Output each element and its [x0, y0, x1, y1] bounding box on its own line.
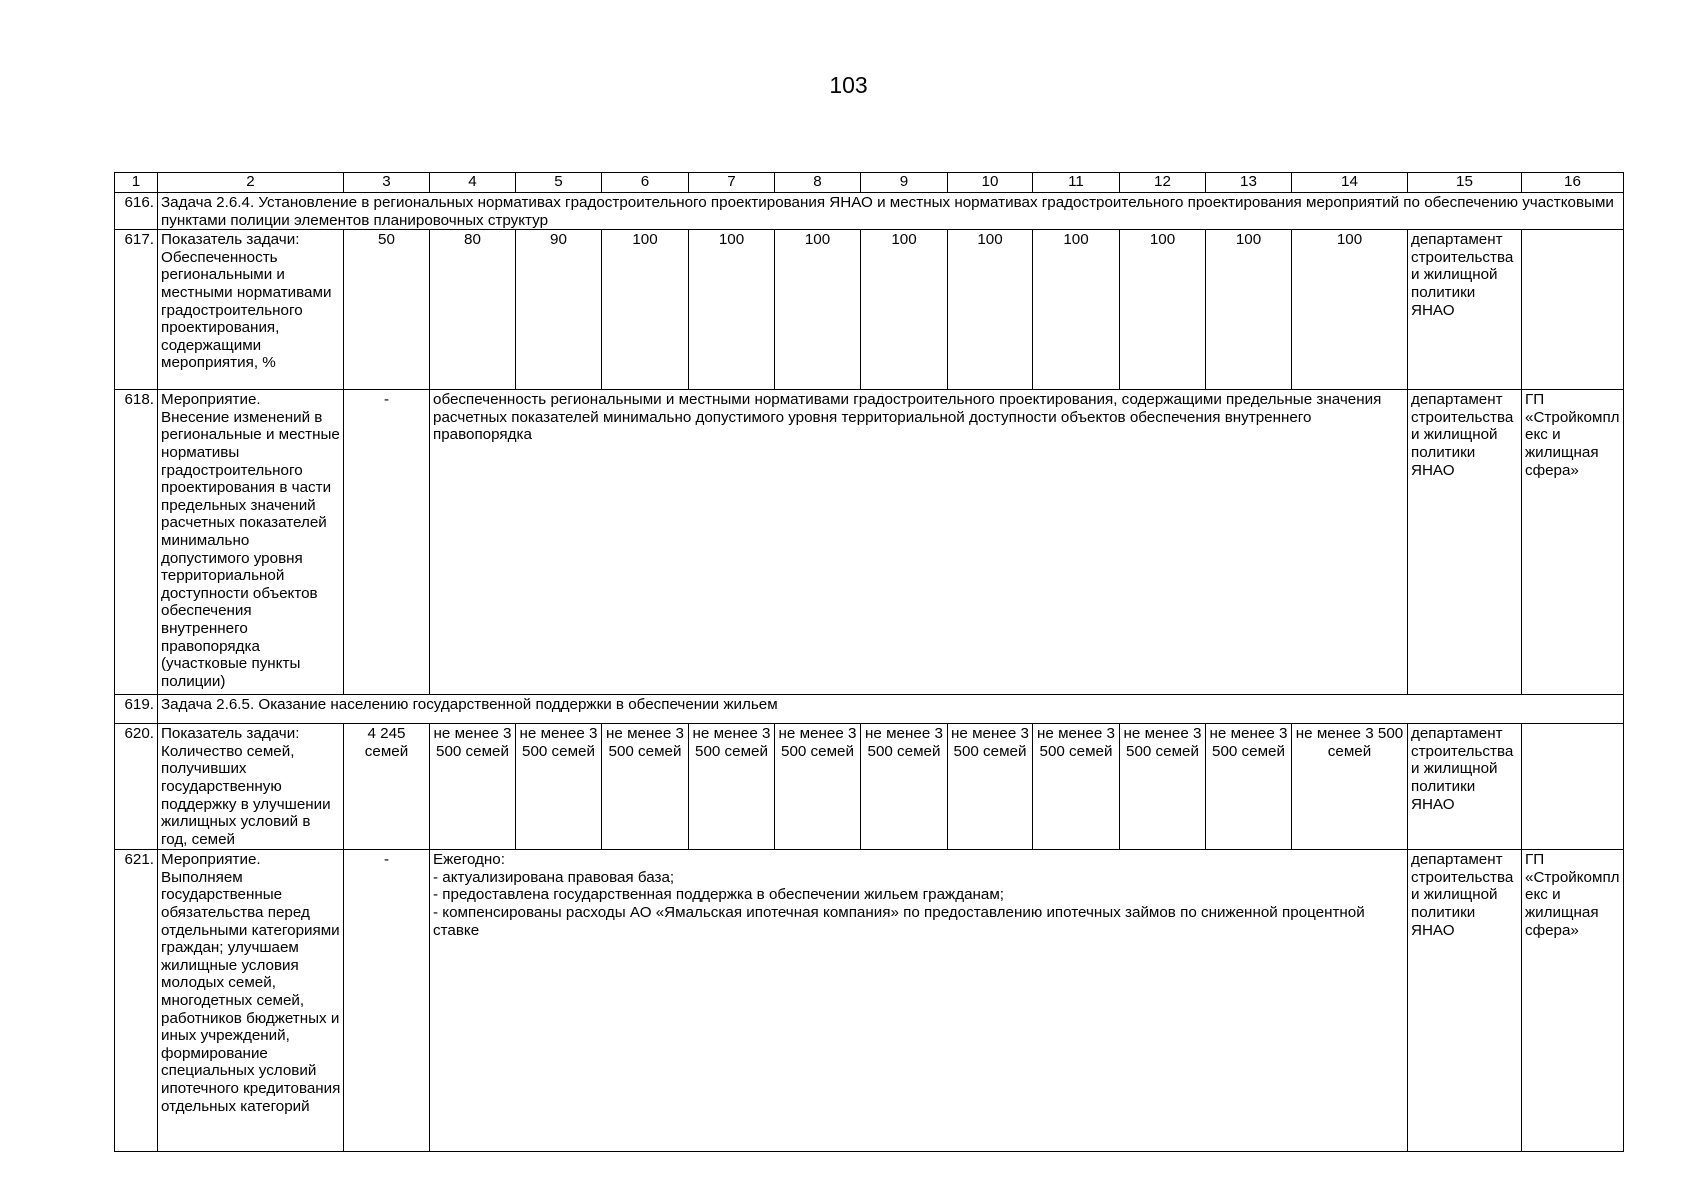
value-cell: 100 [948, 230, 1033, 390]
row-number: 618. [115, 390, 158, 695]
value-cell: 100 [1206, 230, 1292, 390]
value-cell: не менее 3 500 семей [775, 724, 861, 850]
value-cell: не менее 3 500 семей [689, 724, 775, 850]
responsible-cell: департамент строительства и жилищной политики ЯНАО [1408, 724, 1522, 850]
column-header: 13 [1206, 173, 1292, 193]
table-row-620 [115, 724, 1624, 850]
value-cell: не менее 3 500 семей [948, 724, 1033, 850]
column-header: 11 [1033, 173, 1120, 193]
responsible-cell: департамент строительства и жилищной политики ЯНАО [1408, 230, 1522, 390]
task-title: Задача 2.6.4. Установление в региональных нормативах градостроительного проектирования ЯНАО и местных нормативах градостроительного проектирования мероприятий по обеспечению участковыми пунктами полиции элементов планировочных структур [158, 193, 1624, 230]
row-number: 620. [115, 724, 158, 850]
responsible-cell: департамент строительства и жилищной политики ЯНАО [1408, 390, 1522, 695]
column-header: 10 [948, 173, 1033, 193]
program-cell [1522, 230, 1624, 390]
value-cell: 80 [430, 230, 516, 390]
row-number: 619. [115, 695, 158, 724]
table-row-616 [115, 193, 1624, 230]
row-number: 621. [115, 850, 158, 1152]
value-cell: не менее 3 500 семей [1292, 724, 1408, 850]
column-header: 9 [861, 173, 948, 193]
measure-name: Мероприятие. Внесение изменений в региональные и местные нормативы градостроительного проектирования в части предельных значений расчетных показателей минимально допустимого уровня территориальной доступности объектов обеспечения внутреннего правопорядка (участковые пункты полиции) [158, 390, 344, 695]
indicator-name: Показатель задачи: Количество семей, получивших государственную поддержку в улучшении жилищных условий в год, семей [158, 724, 344, 850]
value-cell: не менее 3 500 семей [602, 724, 689, 850]
column-number-row [115, 173, 1624, 193]
expected-result: Ежегодно: - актуализирована правовая база; - предоставлена государственная поддержка в обеспечении жильем гражданам; - компенсированы расходы АО «Ямальская ипотечная компания» по предоставлению ипотечных займов по сниженной процентной ставке [430, 850, 1408, 1152]
column-header: 8 [775, 173, 861, 193]
program-cell: ГП «Стройкомплекс и жилищная сфера» [1522, 850, 1624, 1152]
column-header: 1 [115, 173, 158, 193]
column-header: 6 [602, 173, 689, 193]
value-cell: - [344, 390, 430, 695]
value-cell: не менее 3 500 семей [1120, 724, 1206, 850]
value-cell: 100 [1292, 230, 1408, 390]
task-title: Задача 2.6.5. Оказание населению государственной поддержки в обеспечении жильем [158, 695, 1624, 724]
column-header: 14 [1292, 173, 1408, 193]
measure-name: Мероприятие. Выполняем государственные обязательства перед отдельными категориями граждан; улучшаем жилищные условия молодых семей, многодетных семей, работников бюджетных и иных учреждений, формирование специальных условий ипотечного кредитования отдельных категорий [158, 850, 344, 1152]
value-cell: не менее 3 500 семей [1206, 724, 1292, 850]
value-cell: 100 [1033, 230, 1120, 390]
value-cell: 50 [344, 230, 430, 390]
table-row-617 [115, 230, 1624, 390]
expected-result: обеспеченность региональными и местными нормативами градостроительного проектирования, содержащими предельные значения расчетных показателей минимально допустимого уровня территориальной доступности объектов обеспечения внутреннего правопорядка [430, 390, 1408, 695]
table-row-619 [115, 695, 1624, 724]
column-header: 4 [430, 173, 516, 193]
value-cell: не менее 3 500 семей [1033, 724, 1120, 850]
column-header: 15 [1408, 173, 1522, 193]
value-cell: - [344, 850, 430, 1152]
column-header: 12 [1120, 173, 1206, 193]
table-row-618 [115, 390, 1624, 695]
table-row-621 [115, 850, 1624, 1152]
value-cell: 100 [861, 230, 948, 390]
value-cell: не менее 3 500 семей [861, 724, 948, 850]
responsible-cell: департамент строительства и жилищной политики ЯНАО [1408, 850, 1522, 1152]
column-header: 16 [1522, 173, 1624, 193]
row-number: 617. [115, 230, 158, 390]
program-cell: ГП «Стройкомплекс и жилищная сфера» [1522, 390, 1624, 695]
row-number: 616. [115, 193, 158, 230]
value-cell: не менее 3 500 семей [516, 724, 602, 850]
value-cell: не менее 3 500 семей [430, 724, 516, 850]
column-header: 3 [344, 173, 430, 193]
value-cell: 100 [689, 230, 775, 390]
column-header: 5 [516, 173, 602, 193]
value-cell: 100 [775, 230, 861, 390]
column-header: 7 [689, 173, 775, 193]
value-cell: 100 [1120, 230, 1206, 390]
page-number: 103 [829, 72, 868, 98]
indicator-name: Показатель задачи: Обеспеченность региональными и местными нормативами градостроительного проектирования, содержащими мероприятия, % [158, 230, 344, 390]
value-cell: 100 [602, 230, 689, 390]
program-table [114, 172, 1624, 1152]
program-cell [1522, 724, 1624, 850]
column-header: 2 [158, 173, 344, 193]
value-cell: 90 [516, 230, 602, 390]
value-cell: 4 245 семей [344, 724, 430, 850]
